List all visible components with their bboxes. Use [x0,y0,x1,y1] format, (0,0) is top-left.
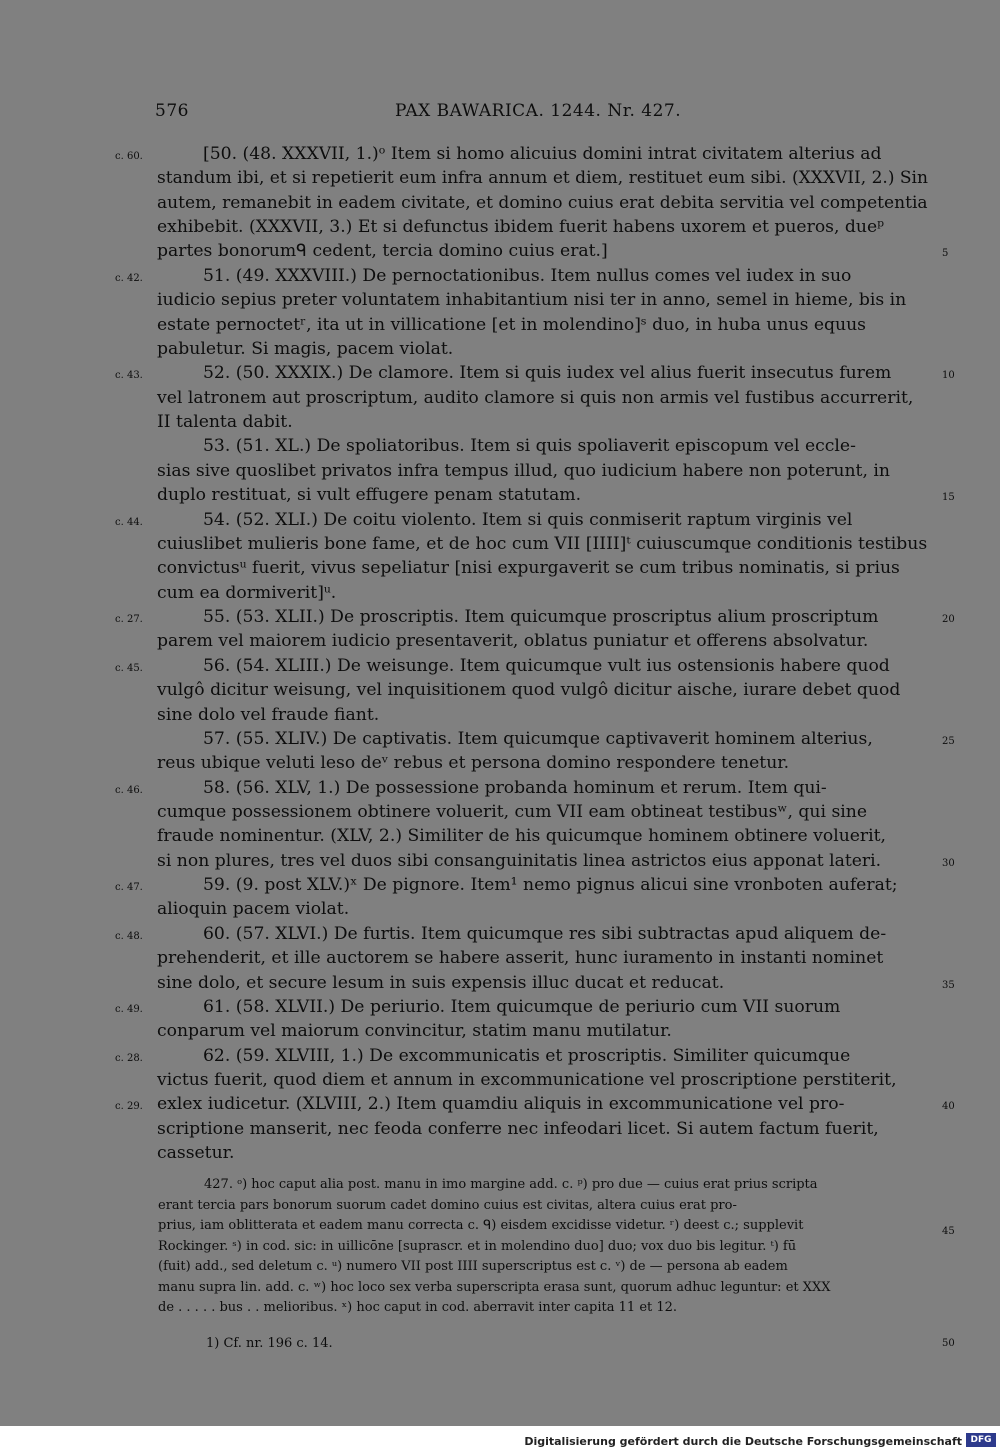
line-number: 25 [942,736,955,747]
text-line: 52. (50. XXXIX.) De clamore. Item si quis iudex vel alius fuerit insecutus furem [203,363,892,383]
apparatus-line: Rockinger. ˢ) in cod. sic: in uillicōne [suprascr. et in molendino duo] duo; vox duo bis legitur. ᵗ) fū [158,1239,797,1254]
funding-caption: Digitalisierung gefördert durch die Deutsche Forschungsgemeinschaft [524,1435,962,1448]
line-number: 10 [942,370,955,381]
text-line: [50. (48. XXXVII, 1.)ᵒ Item si homo alicuius domini intrat civitatem alterius ad [203,144,882,164]
margin-reference: c. 47. [115,882,143,893]
text-line: victus fuerit, quod diem et annum in excommunicatione vel proscriptione perstiterit, [157,1070,897,1090]
text-line: 62. (59. XLVIII, 1.) De excommunicatis et proscriptis. Similiter quicumque [203,1046,851,1066]
margin-reference: c. 60. [115,151,143,162]
text-line: parem vel maiorem iudicio presentaverit, oblatus puniatur et offerens absolvatur. [157,631,869,651]
line-number: 15 [942,492,955,503]
text-line: vel latronem aut proscriptum, audito clamore si quis non armis vel fustibus accurrerit, [157,388,914,408]
text-line: autem, remanebit in eadem civitate, et domino cuius erat debita servitia vel competentia [157,193,928,213]
line-number: 40 [942,1101,955,1112]
margin-reference: c. 45. [115,663,143,674]
text-line: 54. (52. XLI.) De coitu violento. Item si quis conmiserit raptum virginis vel [203,510,853,530]
apparatus-line: erant tercia pars bonorum suorum cadet domino cuius est civitas, altera cuius erat pro- [158,1198,737,1213]
text-line: cum ea dormiverit]ᵘ. [157,583,337,603]
apparatus-line: (fuit) add., sed deletum c. ᵘ) numero VII post IIII superscriptus est c. ᵛ) de — persona ab eadem [158,1259,788,1274]
text-line: sine dolo, et secure lesum in suis expensis illuc ducat et reducat. [157,973,725,993]
dfg-logo-icon: DFG [966,1433,996,1447]
text-line: cuiuslibet mulieris bone fame, et de hoc cum VII [IIII]ᵗ cuiuscumque conditionis testibus [157,534,928,554]
text-line: sine dolo vel fraude fiant. [157,705,380,725]
text-line: reus ubique veluti leso deᵛ rebus et persona domino respondere tenetur. [157,753,790,773]
apparatus-line: 427. ᵒ) hoc caput alia post. manu in imo margine add. c. ᵖ) pro due — cuius erat prius scripta [204,1177,818,1192]
text-line: standum ibi, et si repetierit eum infra annum et diem, restituet eum sibi. (XXXVII, 2.) Sin [157,168,928,188]
text-line: fraude nominentur. (XLV, 2.) Similiter de his quicumque hominem obtinere voluerit, [157,826,887,846]
margin-reference: c. 46. [115,785,143,796]
text-line: estate pernoctetʳ, ita ut in villicatione [et in molendino]ˢ duo, in huba unus equus [157,315,867,335]
text-line: iudicio sepius preter voluntatem inhabitantium nisi ter in anno, semel in hieme, bis in [157,290,907,310]
text-line: conparum vel maiorum convincitur, statim manu mutilatur. [157,1021,672,1041]
text-line: si non plures, tres vel duos sibi consanguinitatis linea astrictos eius apponat lateri. [157,851,882,871]
line-number: 30 [942,858,955,869]
text-line: II talenta dabit. [157,412,293,432]
text-line: 53. (51. XL.) De spoliatoribus. Item si quis spoliaverit episcopum vel eccle- [203,436,856,456]
margin-reference: c. 49. [115,1004,143,1015]
line-number: 35 [942,980,955,991]
text-line: vulgô dicitur weisung, vel inquisitionem quod vulgô dicitur aische, iurare debet quod [157,680,901,700]
text-line: pabuletur. Si magis, pacem violat. [157,339,454,359]
page-number: 576 [155,101,189,121]
text-line: prehenderit, et ille auctorem se habere asserit, hunc iuramento in instanti nominet [157,948,884,968]
apparatus-line: de . . . . . bus . . melioribus. ˣ) hoc caput in cod. aberravit inter capita 11 et 12. [158,1300,678,1315]
text-line: sias sive quoslibet privatos infra tempus illud, quo iudicium habere non poterunt, in [157,461,890,481]
footnote-line-number: 50 [942,1338,955,1349]
margin-reference: c. 43. [115,370,143,381]
text-line: 51. (49. XXXVIII.) De pernoctationibus. Item nullus comes vel iudex in suo [203,266,852,286]
line-number: 45 [942,1226,955,1237]
text-line: exhibebit. (XXXVII, 3.) Et si defunctus ibidem fuerit habens uxorem et pueros, dueᵖ [157,217,885,237]
text-line: duplo restituat, si vult effugere penam statutam. [157,485,582,505]
margin-reference: c. 48. [115,931,143,942]
text-line: scriptione manserit, nec feoda conferre nec infeodari licet. Si autem factum fuerit, [157,1119,879,1139]
footnote: 1) Cf. nr. 196 c. 14. [206,1336,333,1351]
text-line: 56. (54. XLIII.) De weisunge. Item quicumque vult ius ostensionis habere quod [203,656,890,676]
text-line: 60. (57. XLVI.) De furtis. Item quicumque res sibi subtractas apud aliquem de- [203,924,887,944]
text-line: partes bonorumᑫ cedent, tercia domino cuius erat.] [157,241,608,261]
running-title: PAX BAWARICA. 1244. Nr. 427. [395,101,682,121]
text-line: cassetur. [157,1143,235,1163]
apparatus-line: manu supra lin. add. c. ʷ) hoc loco sex verba superscripta erasa sunt, quorum adhuc leguntur: et XXX [158,1280,831,1295]
line-number: 5 [942,248,949,259]
text-line: 57. (55. XLIV.) De captivatis. Item quicumque captivaverit hominem alterius, [203,729,873,749]
text-line: 58. (56. XLV, 1.) De possessione probanda hominum et rerum. Item qui- [203,778,827,798]
margin-reference: c. 27. [115,614,143,625]
margin-reference: c. 29. [115,1101,143,1112]
text-line: 59. (9. post XLV.)ˣ De pignore. Item¹ nemo pignus alicui sine vronboten auferat; [203,875,898,895]
text-line: convictusᵘ fuerit, vivus sepeliatur [nisi expurgaverit se cum tribus nominatis, si prius [157,558,900,578]
apparatus-line: prius, iam oblitterata et eadem manu correcta c. ᑫ) eisdem excidisse videtur. ʳ) deest c.; supplevit [158,1218,804,1233]
text-line: 55. (53. XLII.) De proscriptis. Item quicumque proscriptus alium proscriptum [203,607,879,627]
text-line: alioquin pacem violat. [157,899,350,919]
margin-reference: c. 42. [115,273,143,284]
text-line: 61. (58. XLVII.) De periurio. Item quicumque de periurio cum VII suorum [203,997,841,1017]
text-line: cumque possessionem obtinere voluerit, cum VII eam obtineat testibusʷ, qui sine [157,802,868,822]
margin-reference: c. 28. [115,1053,143,1064]
margin-reference: c. 44. [115,517,143,528]
text-line: exlex iudicetur. (XLVIII, 2.) Item quamdiu aliquis in excommunicatione vel pro- [157,1094,845,1114]
line-number: 20 [942,614,955,625]
